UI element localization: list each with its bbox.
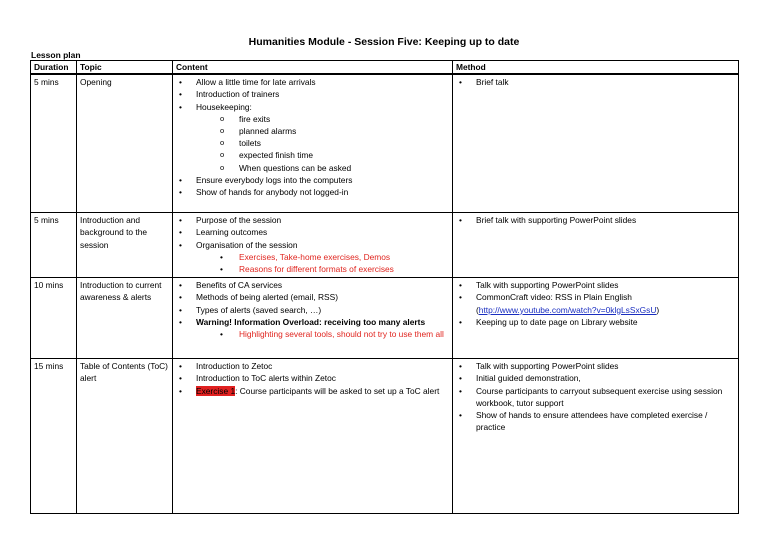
list-item: • Benefits of CA services (176, 279, 449, 291)
table-row (31, 213, 739, 278)
list-item-label: Organisation of the session (196, 239, 298, 250)
content-cell (173, 278, 453, 359)
duration-cell: 15 mins (31, 359, 77, 514)
sub-list-item: • Reasons for different formats of exercises (206, 263, 449, 275)
sub-list-item: o expected finish time (206, 149, 449, 161)
table-header-row (31, 61, 739, 75)
method-cell (453, 74, 739, 213)
topic-cell: Opening (77, 74, 173, 213)
list-item: • Show of hands to ensure attendees have completed exercise / practice (456, 409, 735, 433)
list-item: • Brief talk (456, 76, 735, 88)
list-item-label: Housekeeping: (196, 101, 252, 112)
exercise-label: Exercise 1 (196, 385, 236, 396)
header-topic: Topic (77, 61, 173, 75)
list-item (176, 385, 449, 397)
list-item (176, 101, 449, 174)
list-item (176, 316, 449, 340)
youtube-link[interactable]: http://www.youtube.com/watch?v=0klgLsSxGsU (478, 304, 657, 315)
method-cell (453, 359, 739, 514)
list-item: • Talk with supporting PowerPoint slides (456, 279, 735, 291)
topic-cell: Introduction and background to the session (77, 213, 173, 278)
list-item: • Show of hands for anybody not logged-in (176, 186, 449, 198)
list-item: • Keeping up to date page on Library website (456, 316, 735, 328)
header-content: Content (173, 61, 453, 75)
list-item (176, 239, 449, 276)
content-cell (173, 213, 453, 278)
content-cell (173, 359, 453, 514)
duration-cell: 5 mins (31, 213, 77, 278)
list-item: • Types of alerts (saved search, …) (176, 304, 449, 316)
list-item: • Ensure everybody logs into the computers (176, 174, 449, 186)
list-item: • Course participants to carryout subsequent exercise using session workbook, tutor support (456, 385, 735, 409)
header-duration: Duration (31, 61, 77, 75)
exercise-text: : Course participants will be asked to set up a ToC alert (235, 385, 440, 396)
method-cell (453, 278, 739, 359)
sub-list-item: o toilets (206, 137, 449, 149)
list-item-label: CommonCraft video: RSS in Plain English (476, 292, 632, 303)
sub-list-item: • Highlighting several tools, should not try to use them all (206, 328, 449, 340)
topic-cell: Introduction to current awareness & alerts (77, 278, 173, 359)
sub-list-item: o When questions can be asked (206, 162, 449, 174)
warning-text: Warning! Information Overload: receiving too many alerts (196, 316, 426, 327)
list-item: • Methods of being alerted (email, RSS) (176, 291, 449, 303)
list-item: • Introduction to Zetoc (176, 360, 449, 372)
list-item: • CommonCraft video: RSS in Plain English (http://www.youtube.com/watch?v=0klgLsSxGsU) (456, 291, 735, 315)
list-item: • Introduction to ToC alerts within Zetoc (176, 372, 449, 384)
sub-list-item: o fire exits (206, 113, 449, 125)
duration-cell: 10 mins (31, 278, 77, 359)
list-item: • Talk with supporting PowerPoint slides (456, 360, 735, 372)
content-cell (173, 74, 453, 213)
list-item: • Allow a little time for late arrivals (176, 76, 449, 88)
document-title: Humanities Module - Session Five: Keeping up to date (248, 36, 520, 48)
lesson-plan-table (30, 60, 739, 514)
list-item: • Brief talk with supporting PowerPoint slides (456, 214, 735, 226)
header-method: Method (453, 61, 739, 75)
topic-cell: Table of Contents (ToC) alert (77, 359, 173, 514)
list-item: • Learning outcomes (176, 226, 449, 238)
list-item: • Introduction of trainers (176, 88, 449, 100)
sub-list-item: o planned alarms (206, 125, 449, 137)
table-row (31, 278, 739, 359)
method-cell (453, 213, 739, 278)
table-row (31, 359, 739, 514)
lesson-plan-label: Lesson plan (31, 50, 81, 60)
list-item: • Initial guided demonstration, (456, 372, 735, 384)
list-item: • Purpose of the session (176, 214, 449, 226)
duration-cell: 5 mins (31, 74, 77, 213)
sub-list-item: • Exercises, Take-home exercises, Demos (206, 251, 449, 263)
table-row (31, 74, 739, 213)
